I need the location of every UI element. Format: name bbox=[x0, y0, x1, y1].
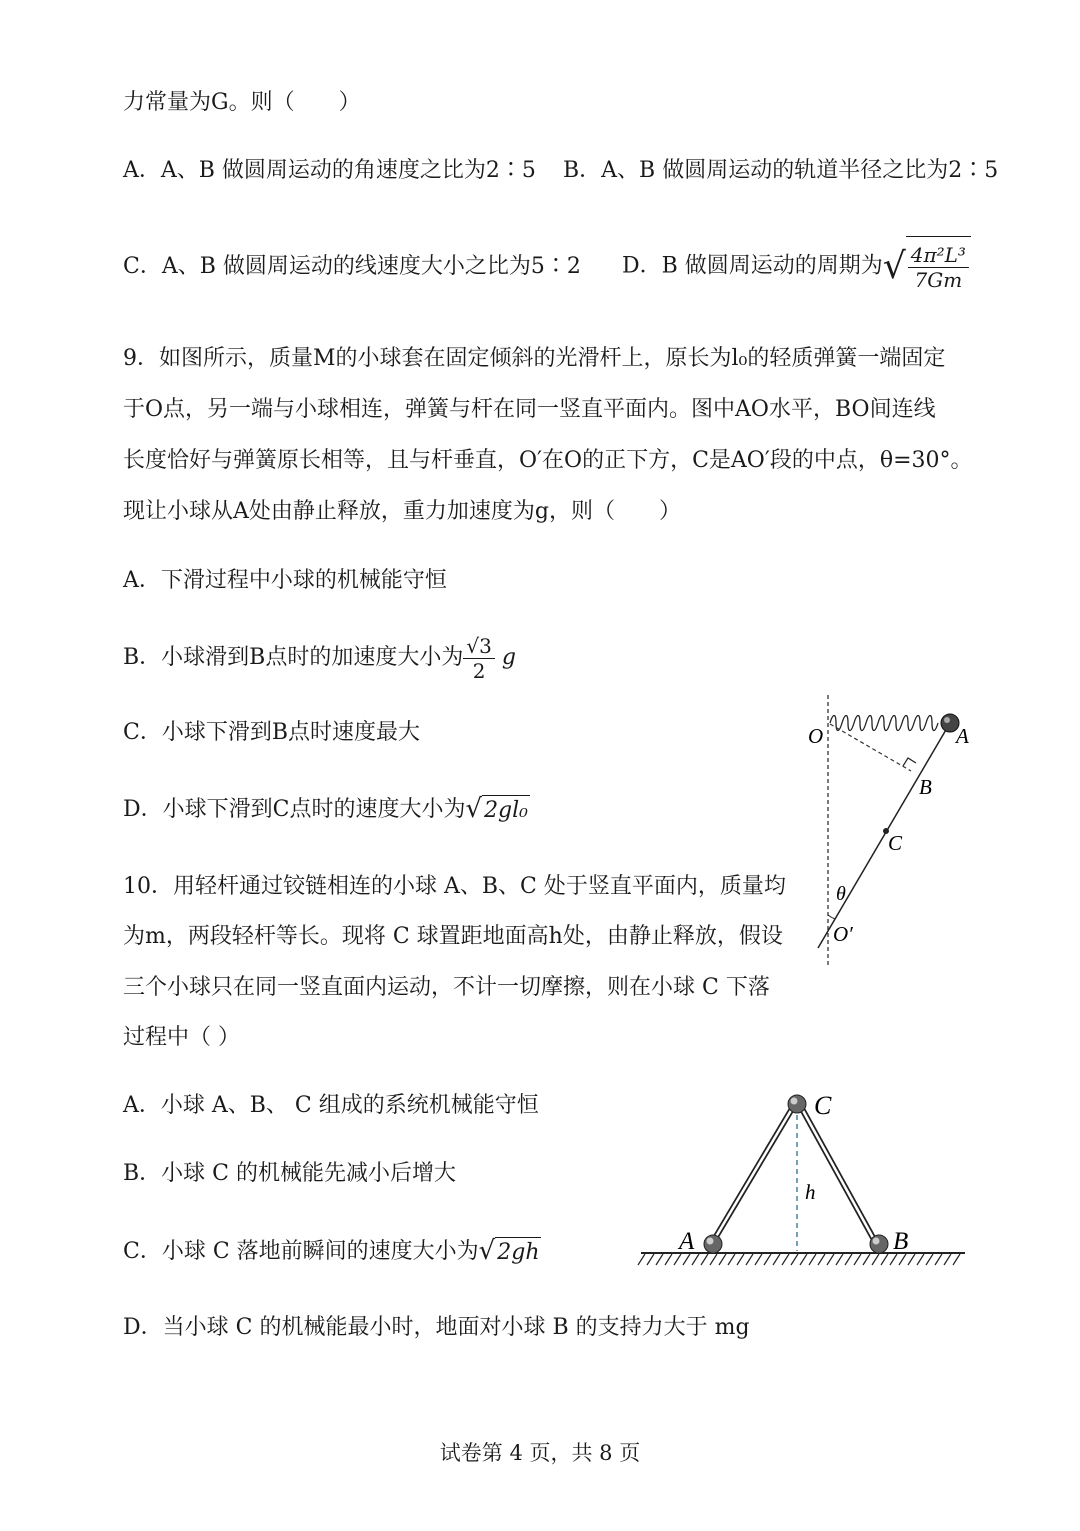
q9-label-o-prime: O′ bbox=[833, 922, 853, 946]
q9-label-a: A bbox=[956, 724, 969, 748]
q10-option-d: D．当小球 C 的机械能最小时，地面对小球 B 的支持力大于 mg bbox=[123, 1315, 750, 1340]
q9-label-o: O bbox=[808, 724, 824, 748]
q10-hatch-mark bbox=[638, 1254, 645, 1265]
q9-option-b-den: 2 bbox=[472, 658, 486, 683]
q10-hatch-mark bbox=[899, 1254, 906, 1265]
q9-option-d-text: D．小球下滑到C点时的速度大小为 bbox=[123, 797, 466, 822]
q10-hatch-mark bbox=[728, 1254, 735, 1265]
q10-option-c-rad: 2gh bbox=[495, 1237, 541, 1268]
q10-hatch-mark bbox=[647, 1254, 654, 1265]
q8-option-d-num: 4π²L³ bbox=[908, 243, 969, 268]
q10-hatch-mark bbox=[818, 1254, 825, 1265]
q10-hatch-mark bbox=[674, 1254, 681, 1265]
q10-hatch-mark bbox=[665, 1254, 672, 1265]
q8-option-d-den: 7Gm bbox=[914, 267, 963, 292]
q9-option-d: D．小球下滑到C点时的速度大小为√2gl₀ bbox=[123, 794, 528, 824]
q10-hatch-mark bbox=[809, 1254, 816, 1265]
q9-label-theta: θ bbox=[836, 883, 846, 905]
q10-option-b: B．小球 C 的机械能先减小后增大 bbox=[123, 1161, 456, 1186]
q9-option-d-rad: 2gl₀ bbox=[482, 795, 530, 826]
q10-hatch-mark bbox=[854, 1254, 861, 1265]
q10-hatch-mark bbox=[881, 1254, 888, 1265]
q9-stem-line-1: 9．如图所示，质量M的小球套在固定倾斜的光滑杆上，原长为l₀的轻质弹簧一端固定 bbox=[123, 346, 946, 371]
q8-option-b: B．A、B 做圆周运动的轨道半径之比为2∶5 bbox=[563, 158, 999, 183]
q9-theta-arc bbox=[828, 915, 835, 919]
q10-hatch-mark bbox=[890, 1254, 897, 1265]
q10-label-c: C bbox=[814, 1091, 832, 1120]
q10-hatch-mark bbox=[872, 1254, 879, 1265]
q9-stem-line-2: 于O点，另一端与小球相连，弹簧与杆在同一竖直平面内。图中AO水平，BO间连线 bbox=[123, 397, 936, 422]
q9-right-angle-mark bbox=[903, 758, 916, 766]
page-footer: 试卷第 4 页，共 8 页 bbox=[439, 1441, 641, 1465]
q10-ball-b bbox=[870, 1235, 888, 1253]
q10-label-b: B bbox=[893, 1228, 909, 1255]
q10-hatch-mark bbox=[692, 1254, 699, 1265]
q8-option-d-text: D．B 做圆周运动的周期为 bbox=[622, 253, 883, 279]
q10-label-h: h bbox=[805, 1180, 816, 1204]
q10-hatch-mark bbox=[800, 1254, 807, 1265]
q10-hatch-mark bbox=[701, 1254, 708, 1265]
q9-option-a: A．下滑过程中小球的机械能守恒 bbox=[123, 568, 447, 593]
q9-stem-line-3: 长度恰好与弹簧原长相等，且与杆垂直，O′在O的正下方，C是AO′段的中点，θ=30°。 bbox=[123, 448, 973, 473]
q9-ob-dashed bbox=[830, 724, 911, 771]
q10-hatch-mark bbox=[917, 1254, 924, 1265]
q10-ground-hatch bbox=[638, 1254, 960, 1265]
q10-stem-line-3: 三个小球只在同一竖直面内运动，不计一切摩擦，则在小球 C 下落 bbox=[123, 975, 770, 1000]
q10-ball-a bbox=[704, 1235, 722, 1253]
q10-option-a: A．小球 A、B、 C 组成的系统机械能守恒 bbox=[123, 1093, 539, 1118]
q10-hatch-mark bbox=[944, 1254, 951, 1265]
q9-spring bbox=[830, 716, 938, 731]
q10-hatch-mark bbox=[935, 1254, 942, 1265]
q9-stem-line-4: 现让小球从A处由静止释放，重力加速度为g，则（ ） bbox=[123, 499, 681, 524]
q9-ball-a-highlight bbox=[944, 717, 950, 723]
q10-rod-bc-inner bbox=[801, 1107, 877, 1245]
q8-option-d-sqrt: √ $\frac{\text{4π²L³}}{7Gm}$ bbox=[883, 236, 971, 297]
q10-ball-b-highlight bbox=[873, 1238, 880, 1245]
q10-hatch-mark bbox=[773, 1254, 780, 1265]
q8-option-c: C．A、B 做圆周运动的线速度大小之比为5∶2 bbox=[123, 254, 581, 279]
q10-ball-c-highlight bbox=[791, 1098, 798, 1105]
q10-hatch-mark bbox=[719, 1254, 726, 1265]
q10-option-c-text: C．小球 C 落地前瞬间的速度大小为 bbox=[123, 1239, 479, 1264]
q8-option-a: A．A、B 做圆周运动的角速度之比为2∶5 bbox=[123, 158, 536, 183]
q10-ball-a-highlight bbox=[707, 1238, 714, 1245]
q10-figure bbox=[635, 1085, 975, 1275]
q9-option-b-num: √3 bbox=[463, 634, 494, 659]
q8-stem-tail: 力常量为G。则（ ） bbox=[123, 90, 361, 115]
q10-rod-ac-inner bbox=[711, 1107, 793, 1245]
q9-rod bbox=[818, 723, 950, 948]
q10-stem-line-2: 为m，两段轻杆等长。现将 C 球置距地面高h处，由静止释放，假设 bbox=[123, 924, 783, 949]
q10-label-a: A bbox=[679, 1228, 695, 1255]
q10-stem-line-4: 过程中（ ） bbox=[123, 1025, 240, 1050]
q10-hatch-mark bbox=[845, 1254, 852, 1265]
q10-hatch-mark bbox=[764, 1254, 771, 1265]
q10-hatch-mark bbox=[908, 1254, 915, 1265]
q10-ball-c bbox=[788, 1095, 806, 1113]
q10-hatch-mark bbox=[710, 1254, 717, 1265]
q9-label-b: B bbox=[919, 775, 932, 799]
q10-hatch-mark bbox=[656, 1254, 663, 1265]
q9-figure bbox=[800, 690, 990, 970]
q9-option-b-unit: g bbox=[501, 645, 516, 670]
q10-stem-line-1: 10．用轻杆通过铰链相连的小球 A、B、C 处于竖直平面内，质量均 bbox=[123, 874, 786, 899]
q10-hatch-mark bbox=[863, 1254, 870, 1265]
q9-option-b bbox=[123, 630, 516, 686]
q10-hatch-mark bbox=[755, 1254, 762, 1265]
q10-hatch-mark bbox=[737, 1254, 744, 1265]
q8-option-d bbox=[622, 236, 971, 297]
q9-option-c: C．小球下滑到B点时速度最大 bbox=[123, 720, 421, 745]
q10-hatch-mark bbox=[953, 1254, 960, 1265]
q10-hatch-mark bbox=[782, 1254, 789, 1265]
q9-option-b-text: B．小球滑到B点时的加速度大小为 bbox=[123, 645, 464, 670]
q10-hatch-mark bbox=[827, 1254, 834, 1265]
q10-hatch-mark bbox=[746, 1254, 753, 1265]
q10-hatch-mark bbox=[791, 1254, 798, 1265]
q9-label-c: C bbox=[888, 831, 903, 855]
q10-hatch-mark bbox=[926, 1254, 933, 1265]
q10-hatch-mark bbox=[836, 1254, 843, 1265]
q10-option-c: C．小球 C 落地前瞬间的速度大小为√2gh bbox=[123, 1236, 540, 1266]
q10-hatch-mark bbox=[683, 1254, 690, 1265]
